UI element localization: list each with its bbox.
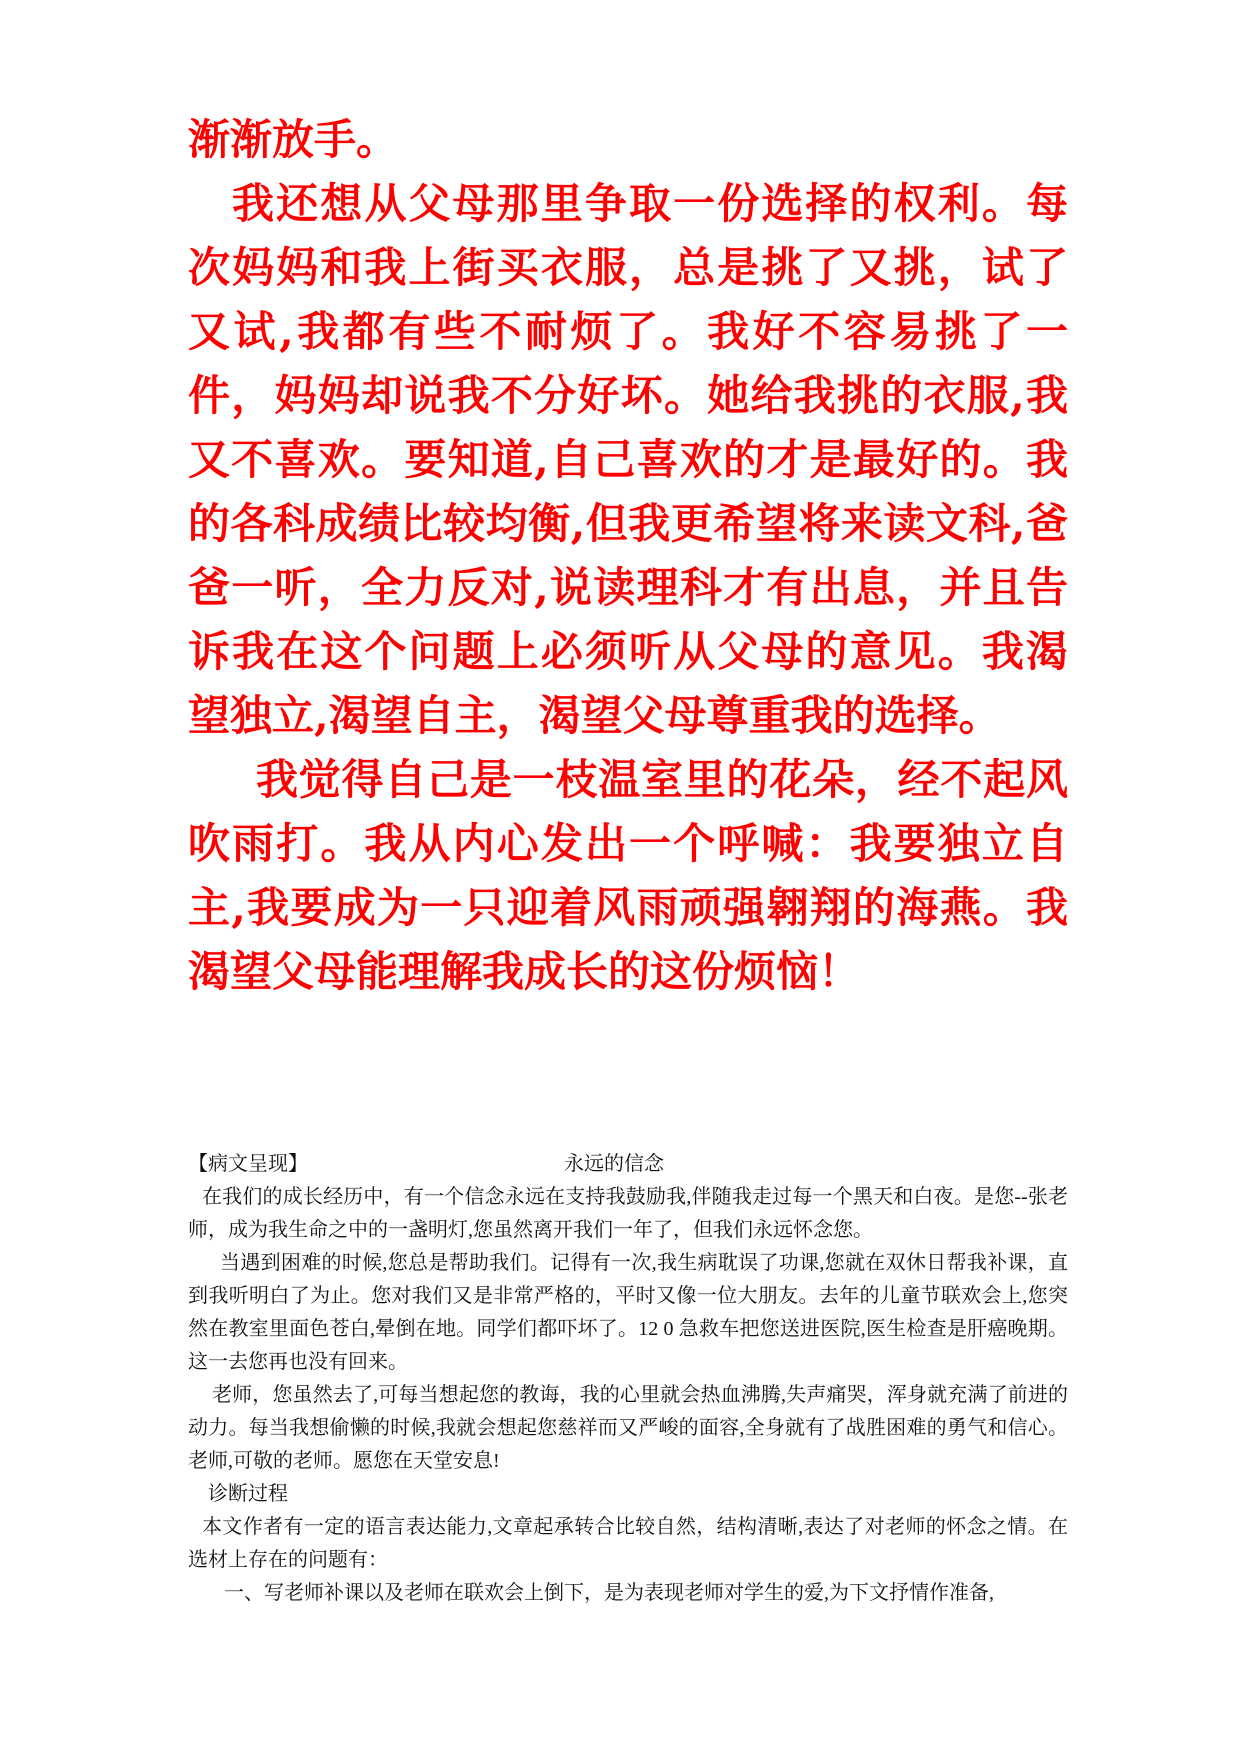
essay-excerpt	[188, 108, 1068, 1004]
diagnosis-paragraph-1: 本文作者有一定的语言表达能力,文章起承转合比较自然，结构清晰,表达了对老师的怀念之情。在选材上存在的问题有：	[188, 1516, 1068, 1571]
sample-header	[188, 1148, 1068, 1181]
sample-title: 永远的信念	[564, 1153, 664, 1175]
sample-essay-section	[188, 1148, 1068, 1610]
diagnosis-heading: 诊断过程	[208, 1483, 288, 1505]
essay-paragraph-ending: 渐渐放手。	[188, 115, 399, 164]
sample-paragraph-1: 在我们的成长经历中，有一个信念永远在支持我鼓励我,伴随我走过每一个黑天和白夜。是您--张老师，成为我生命之中的一盏明灯,您虽然离开我们一年了，但我们永远怀念您。	[188, 1186, 1068, 1241]
sample-paragraph-3: 老师，您虽然去了,可每当想起您的教诲，我的心里就会热血沸腾,失声痛哭，浑身就充满了前进的动力。每当我想偷懒的时候,我就会想起您慈祥而又严峻的面容,全身就有了战胜困难的勇气和信心。老师,可敬的老师。愿您在天堂安息!	[188, 1384, 1068, 1472]
diagnosis-paragraph-2: 一、写老师补课以及老师在联欢会上倒下，是为表现老师对学生的爱,为下文抒情作准备,	[224, 1582, 994, 1604]
essay-paragraph-choice: 我还想从父母那里争取一份选择的权利。每次妈妈和我上街买衣服，总是挑了又挑，试了又试,我都有些不耐烦了。我好不容易挑了一件，妈妈却说我不分好坏。她给我挑的衣服,我又不喜欢。要知道,自己喜欢的才是最好的。我的各科成绩比较均衡,但我更希望将来读文科,爸爸一听，全力反对,说读理科才有出息，并且告诉我在这个问题上必须听从父母的意见。我渴望独立,渴望自主，渴望父母尊重我的选择。	[188, 179, 1068, 740]
essay-paragraph-conclusion: 我觉得自己是一枝温室里的花朵，经不起风吹雨打。我从内心发出一个呼喊：我要独立自主,我要成为一只迎着风雨顽强翱翔的海燕。我渴望父母能理解我成长的这份烦恼！	[188, 755, 1068, 996]
sample-paragraph-2: 当遇到困难的时候,您总是帮助我们。记得有一次,我生病耽误了功课,您就在双休日帮我补课，直到我听明白了为止。您对我们又是非常严格的，平时又像一位大朋友。去年的儿童节联欢会上,您突然在教室里面色苍白,晕倒在地。同学们都吓坏了。12 0 急救车把您送进医院,医生检查是肝癌晚期。这一去您再也没有回来。	[188, 1252, 1068, 1373]
section-tag: 【病文呈现】	[188, 1153, 308, 1175]
